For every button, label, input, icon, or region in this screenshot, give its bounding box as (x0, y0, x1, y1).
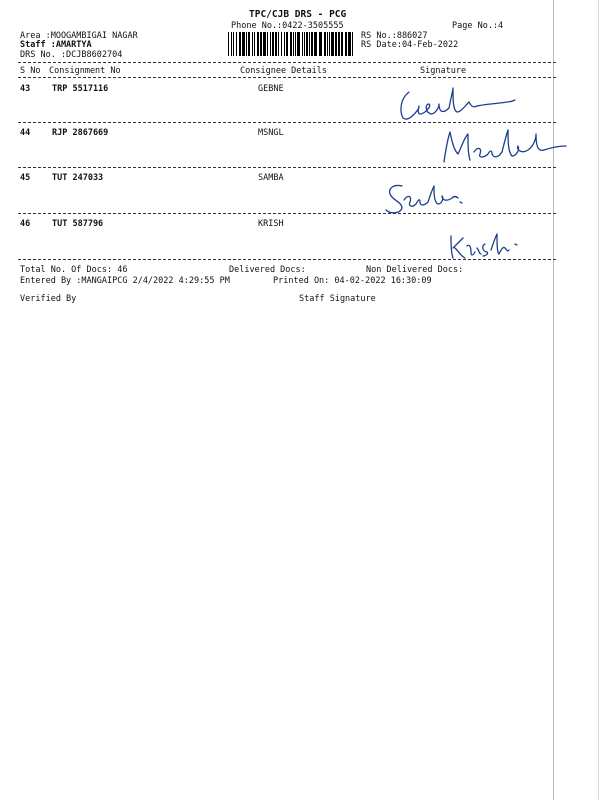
barcode-bar (267, 32, 268, 56)
delivered-docs: Delivered Docs: (229, 265, 306, 275)
barcode-bar (324, 32, 326, 56)
barcode-bar (290, 32, 292, 56)
barcode-bar (311, 32, 313, 56)
page-edge-line (553, 0, 554, 800)
barcode-bar (275, 32, 277, 56)
barcode-bar (309, 32, 310, 56)
area-label: Area :MOOGAMBIGAI NAGAR (20, 31, 138, 41)
barcode-bar (302, 32, 303, 56)
barcode-bar (297, 32, 300, 56)
barcode-bar (260, 32, 262, 56)
barcode-bar (319, 32, 322, 56)
barcode-bar (257, 32, 259, 56)
barcode-bar (352, 32, 353, 56)
barcode (228, 32, 356, 56)
page-edge-line-outer (598, 0, 599, 800)
row-sno: 44 (20, 128, 31, 138)
barcode-bar (335, 32, 337, 56)
header-divider-top (18, 62, 556, 63)
printed-on: Printed On: 04-02-2022 16:30:09 (273, 276, 432, 286)
row-sno: 45 (20, 173, 31, 183)
header-divider-bottom (18, 77, 556, 78)
barcode-bar (293, 32, 294, 56)
non-delivered-docs: Non Delivered Docs: (366, 265, 464, 275)
barcode-bar (246, 32, 247, 56)
row-consignee: SAMBA (258, 173, 284, 183)
row-consignment: TRP 5517116 (52, 84, 109, 94)
signature-row-44 (438, 124, 573, 170)
row-consignment: TUT 587796 (52, 219, 104, 229)
barcode-bar (228, 32, 229, 56)
barcode-bar (329, 32, 330, 56)
barcode-bar (242, 32, 245, 56)
report-title: TPC/CJB DRS - PCG (249, 9, 347, 20)
col-consignment: Consignment No (49, 66, 121, 76)
row-sno: 43 (20, 84, 31, 94)
row-divider (18, 259, 556, 260)
row-divider (18, 122, 556, 123)
barcode-bar (306, 32, 308, 56)
barcode-bar (338, 32, 340, 56)
verified-by: Verified By (20, 294, 77, 304)
staff-signature-label: Staff Signature (299, 294, 376, 304)
barcode-bar (295, 32, 296, 56)
row-divider (18, 167, 556, 168)
staff-label: Staff :AMARTYA (20, 40, 92, 50)
barcode-bar (233, 32, 234, 56)
page-number: Page No.:4 (452, 21, 504, 31)
barcode-bar (272, 32, 274, 56)
barcode-bar (284, 32, 285, 56)
barcode-bar (236, 32, 237, 56)
barcode-bar (263, 32, 266, 56)
row-consignment: RJP 2867669 (52, 128, 109, 138)
barcode-bar (281, 32, 282, 56)
barcode-bar (252, 32, 253, 56)
col-signature: Signature (420, 66, 467, 76)
col-sno: S No (20, 66, 41, 76)
row-consignee: MSNGL (258, 128, 284, 138)
barcode-bar (327, 32, 328, 56)
barcode-bar (341, 32, 343, 56)
row-consignee: GEBNE (258, 84, 284, 94)
barcode-bar (286, 32, 288, 56)
entered-by: Entered By :MANGAIPCG 2/4/2022 4:29:55 PM (20, 276, 230, 286)
rs-number: RS No.:886027 (361, 31, 428, 41)
barcode-bar (278, 32, 279, 56)
row-consignment: TUT 247033 (52, 173, 104, 183)
total-docs: Total No. Of Docs: 46 (20, 265, 128, 275)
barcode-bar (348, 32, 351, 56)
barcode-bar (304, 32, 305, 56)
row-consignee: KRISH (258, 219, 284, 229)
barcode-bar (314, 32, 317, 56)
drs-number: DRS No. :DCJB8602704 (20, 50, 123, 60)
barcode-bar (231, 32, 232, 56)
row-divider (18, 213, 556, 214)
barcode-bar (254, 32, 255, 56)
row-sno: 46 (20, 219, 31, 229)
barcode-bar (248, 32, 250, 56)
barcode-bar (239, 32, 241, 56)
rs-date: RS Date:04-Feb-2022 (361, 40, 459, 50)
barcode-bar (331, 32, 334, 56)
barcode-bar (345, 32, 347, 56)
col-consignee: Consignee Details (240, 66, 327, 76)
barcode-bar (270, 32, 271, 56)
phone-number: Phone No.:0422-3505555 (231, 21, 344, 31)
